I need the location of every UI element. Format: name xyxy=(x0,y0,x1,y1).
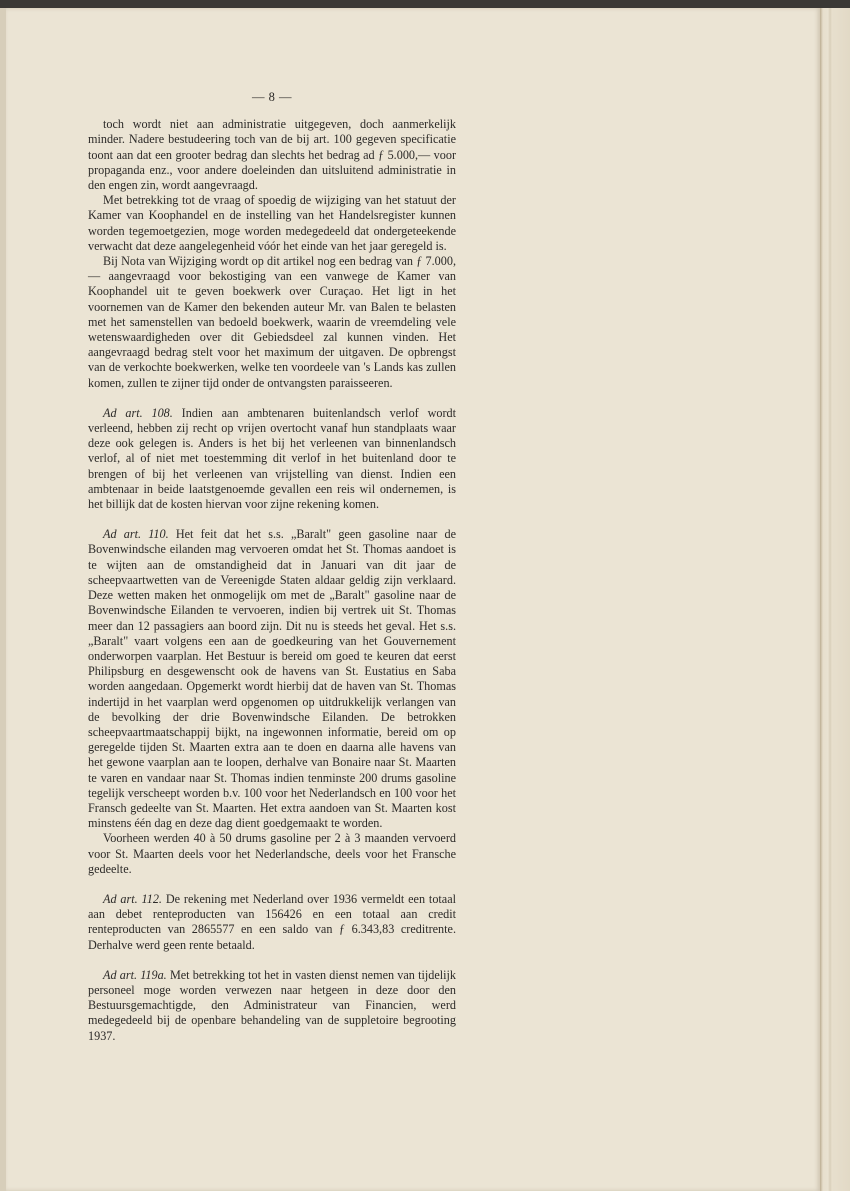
scan-top-edge xyxy=(0,0,850,8)
article-reference: Ad art. 119a. xyxy=(103,967,167,982)
paragraph: Voorheen werden 40 à 50 drums gasoline per 2 à 3 maanden vervoerd voor St. Maarten deels voor het Nederlandsche, deels voor het Fransche gedeelte. xyxy=(88,831,456,876)
page-body xyxy=(88,90,456,1044)
paragraph: toch wordt niet aan administratie uitgegeven, doch aanmerkelijk minder. Nadere bestudeering toch van de bij art. 100 gegeven specificatie toont aan dat een grooter bedrag dan slechts het bedrag ad ƒ 5.000,— voor propaganda enz., voor andere doeleinden dan uitsluitend administratie in den engen zin, wordt aangevraagd. xyxy=(88,117,456,193)
paragraph: Bij Nota van Wijziging wordt op dit artikel nog een bedrag van ƒ 7.000,— aangevraagd voor bekostiging van een vanwege de Kamer van Koophandel uit te geven boekwerk over Curaçao. Het ligt in het voornemen van de Kamer den bekenden auteur Mr. van Balen te belasten met het samenstellen van bedoeld boekwerk, waarin de vreemdeling vele wetenswaardigheden over dit Gebiedsdeel zal kunnen vinden. Het aangevraagd bedrag stelt voor het maximum der uitgaven. De opbrengst van de verkochte boekwerken, welke ten voordeele van 's Lands kas zullen komen, zullen te zijner tijd onder de ontvangsten paraisseeren. xyxy=(88,254,456,390)
paragraph-art-108: Ad art. 108. Indien aan ambtenaren buitenlandsch verlof wordt verleend, hebben zij recht op vrijen overtocht vanaf hun standplaats waar deze ook gelegen is. Anders is het bij het verleenen van binnenlandsch verlof, al of niet met toestemming dit verlof in het buitenland door te brengen of bij het verleenen van vrijstelling van dienst. Indien een ambtenaar in beide laatstgenoemde gevallen een reis wil ondernemen, is het billijk dat de kosten hiervan voor zijne rekening komen. xyxy=(88,405,456,512)
paragraph: Met betrekking tot de vraag of spoedig de wijziging van het statuut der Kamer van Koophandel en de instelling van het Handelsregister kunnen worden tegemoetgezien, moge worden medegedeeld dat ondergeteekende verwacht dat deze aangelegenheid vóór het einde van het jaar geregeld is. xyxy=(88,193,456,253)
paragraph-art-119a: Ad art. 119a. Met betrekking tot het in vasten dienst nemen van tijdelijk personeel moge worden verwezen naar hetgeen in deze door den Bestuursgemachtigde, den Administrateur van Financien, werd medegedeeld bij de openbare behandeling van de suppletoire begrooting 1937. xyxy=(88,967,456,1043)
page-stack-edge xyxy=(820,8,850,1191)
paragraph-art-110: Ad art. 110. Het feit dat het s.s. „Baralt" geen gasoline naar de Bovenwindsche eilanden mag vervoeren omdat het St. Thomas aandoet is te wijten aan de omstandigheid dat in Januari van dit jaar de scheepvaartwetten van de Vereenigde Staten aldaar geldig zijn verklaard. Deze wetten maken het onmogelijk om met de „Baralt" gasoline naar de Bovenwindsche Eilanden te vervoeren, indien bij vertrek uit St. Thomas meer dan 12 passagiers aan boord zijn. Dit nu is steeds het geval. Het s.s. „Baralt" vaart volgens een aan de goedkeuring van het Gouvernement onderworpen vaarplan. Het Bestuur is bereid om goed te keuren dat eerst Philipsburg en desgewenscht ook de havens van St. Eustatius en Saba worden aangedaan. Opgemerkt wordt hierbij dat de haven van St. Thomas indertijd in het vaarplan werd opgenomen op uitdrukkelijk verlangen van de bevolking der drie Bovenwindsche Eilanden. De betrokken scheepvaartmaatschappij bijkt, na ingewonnen informatie, bereid om op geregelde tijden St. Maarten extra aan te doen en daarna alle havens van het gewone vaarplan aan te loopen, derhalve van Bonaire naar St. Maarten te varen en vandaar naar St. Thomas indien tenminste 200 drums gasoline tegelijk verscheept worden b.v. 100 voor het Nederlandsch en 100 voor het Fransch gedeelte van St. Maarten. Het extra aandoen van St. Maarten kost minstens één dag en deze dag dient goedgemaakt te worden. xyxy=(88,527,457,831)
page-number: — 8 — xyxy=(252,90,292,104)
paragraph-art-112: Ad art. 112. De rekening met Nederland over 1936 vermeldt een totaal aan debet renteproducten van 156426 en een totaal aan credit renteproducten van 2865577 en een saldo van ƒ 6.343,83 creditrente. Derhalve werd geen rente betaald. xyxy=(88,891,456,952)
article-reference: Ad art. 108. xyxy=(103,405,173,420)
article-reference: Ad art. 110. xyxy=(103,527,169,542)
article-reference: Ad art. 112. xyxy=(103,891,162,906)
